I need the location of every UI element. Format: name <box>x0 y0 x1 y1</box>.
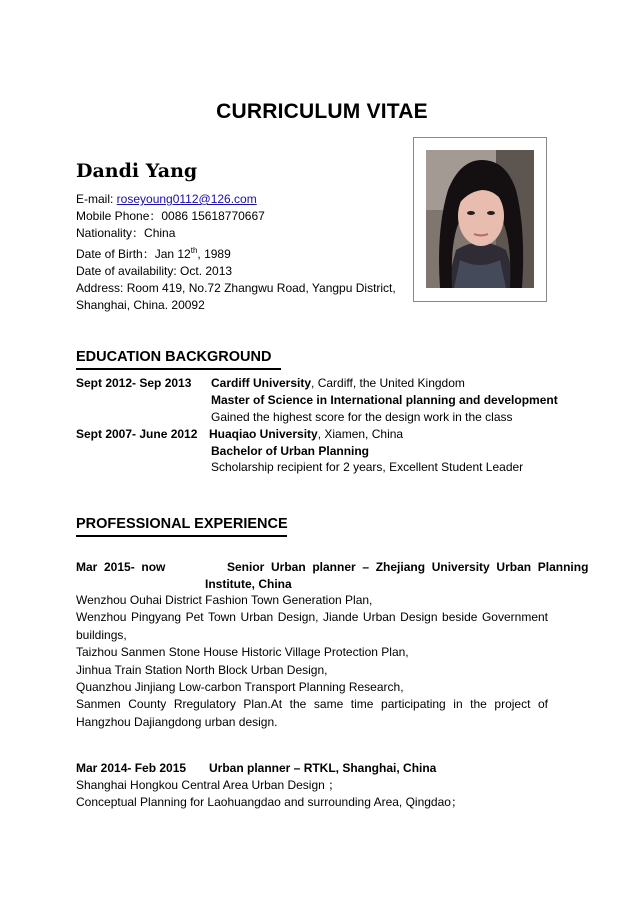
education-degree-2: Bachelor of Urban Planning <box>211 444 370 458</box>
candidate-name: Dandi Yang <box>76 160 198 182</box>
dob-year: , 1989 <box>197 247 231 261</box>
job1-project: Wenzhou Ouhai District Fashion Town Generation Plan, <box>76 593 373 607</box>
job2-project-list <box>76 777 548 812</box>
job1-project: Quanzhou Jinjiang Low-carbon Transport Planning Research, <box>76 680 404 695</box>
job1-role-line-2: Institute, China <box>205 577 292 591</box>
education-heading-text: EDUCATION BACKGROUND <box>76 349 272 365</box>
portrait-photo <box>426 150 534 288</box>
job2-period: Mar 2014- Feb 2015 <box>76 761 187 775</box>
job1-project-list <box>76 592 548 731</box>
dob-superscript: th <box>190 246 198 255</box>
education-school-line-1 <box>211 375 465 392</box>
education-location-1: , Cardiff, the United Kingdom <box>311 376 465 390</box>
education-note-1: Gained the highest score for the design work in the class <box>211 410 513 424</box>
email-line <box>76 191 396 208</box>
dob-text: Date of Birth：Jan 12 <box>76 247 191 261</box>
education-location-2: , Xiamen, China <box>317 427 404 441</box>
job1-project: Wenzhou Pingyang Pet Town Urban Design, Jiande Urban Design beside Government buildings, <box>76 610 548 642</box>
portrait-photo-frame <box>413 137 547 302</box>
address-line-1: Address: Room 419, No.72 Zhangwu Road, Yangpu District, <box>76 281 396 295</box>
dob-line <box>76 242 396 263</box>
job2-role: Urban planner – RTKL, Shanghai, China <box>209 761 437 775</box>
education-note-2: Scholarship recipient for 2 years, Excellent Student Leader <box>211 460 524 474</box>
education-heading <box>76 349 271 365</box>
nationality-line: Nationality：China <box>76 226 176 240</box>
job1-project: Jinhua Train Station North Block Urban Design, <box>76 662 328 677</box>
job1-project: Sanmen County Rregulatory Plan.At the same time participating in the project of Hangzhou Dajiangdong urban design. <box>76 697 548 729</box>
education-period-1: Sept 2012- Sep 2013 <box>76 376 192 390</box>
email-link[interactable]: roseyoung0112@126.com <box>116 192 257 206</box>
job1-role-line-1: Senior Urban planner – Zhejiang University Urban Planning <box>227 560 589 574</box>
education-period-2: Sept 2007- June 2012 <box>76 427 198 441</box>
availability-line: Date of availability: Oct. 2013 <box>76 264 233 278</box>
phone-line: Mobile Phone：0086 15618770667 <box>76 209 265 223</box>
education-degree-1: Master of Science in International planning and development <box>211 393 558 407</box>
document-title: CURRICULUM VITAE <box>216 100 428 123</box>
email-label: E-mail: <box>76 192 117 206</box>
contact-info <box>76 191 396 314</box>
job1-project: Taizhou Sanmen Stone House Historic Village Protection Plan, <box>76 645 409 660</box>
education-school-line-2 <box>209 426 403 443</box>
experience-heading-text: PROFESSIONAL EXPERIENCE <box>76 516 288 532</box>
job2-project: Conceptual Planning for Laohuangdao and surrounding Area, Qingdao； <box>76 795 463 810</box>
education-heading-rule <box>76 368 281 370</box>
experience-heading <box>76 516 288 532</box>
job1-period: Mar 2015- now <box>76 560 166 574</box>
education-school-2: Huaqiao University <box>209 427 318 441</box>
education-school-1: Cardiff University <box>211 376 312 390</box>
address-line-2: Shanghai, China. 20092 <box>76 298 205 312</box>
job2-project: Shanghai Hongkou Central Area Urban Design ； <box>76 778 341 792</box>
experience-heading-rule <box>76 535 287 537</box>
